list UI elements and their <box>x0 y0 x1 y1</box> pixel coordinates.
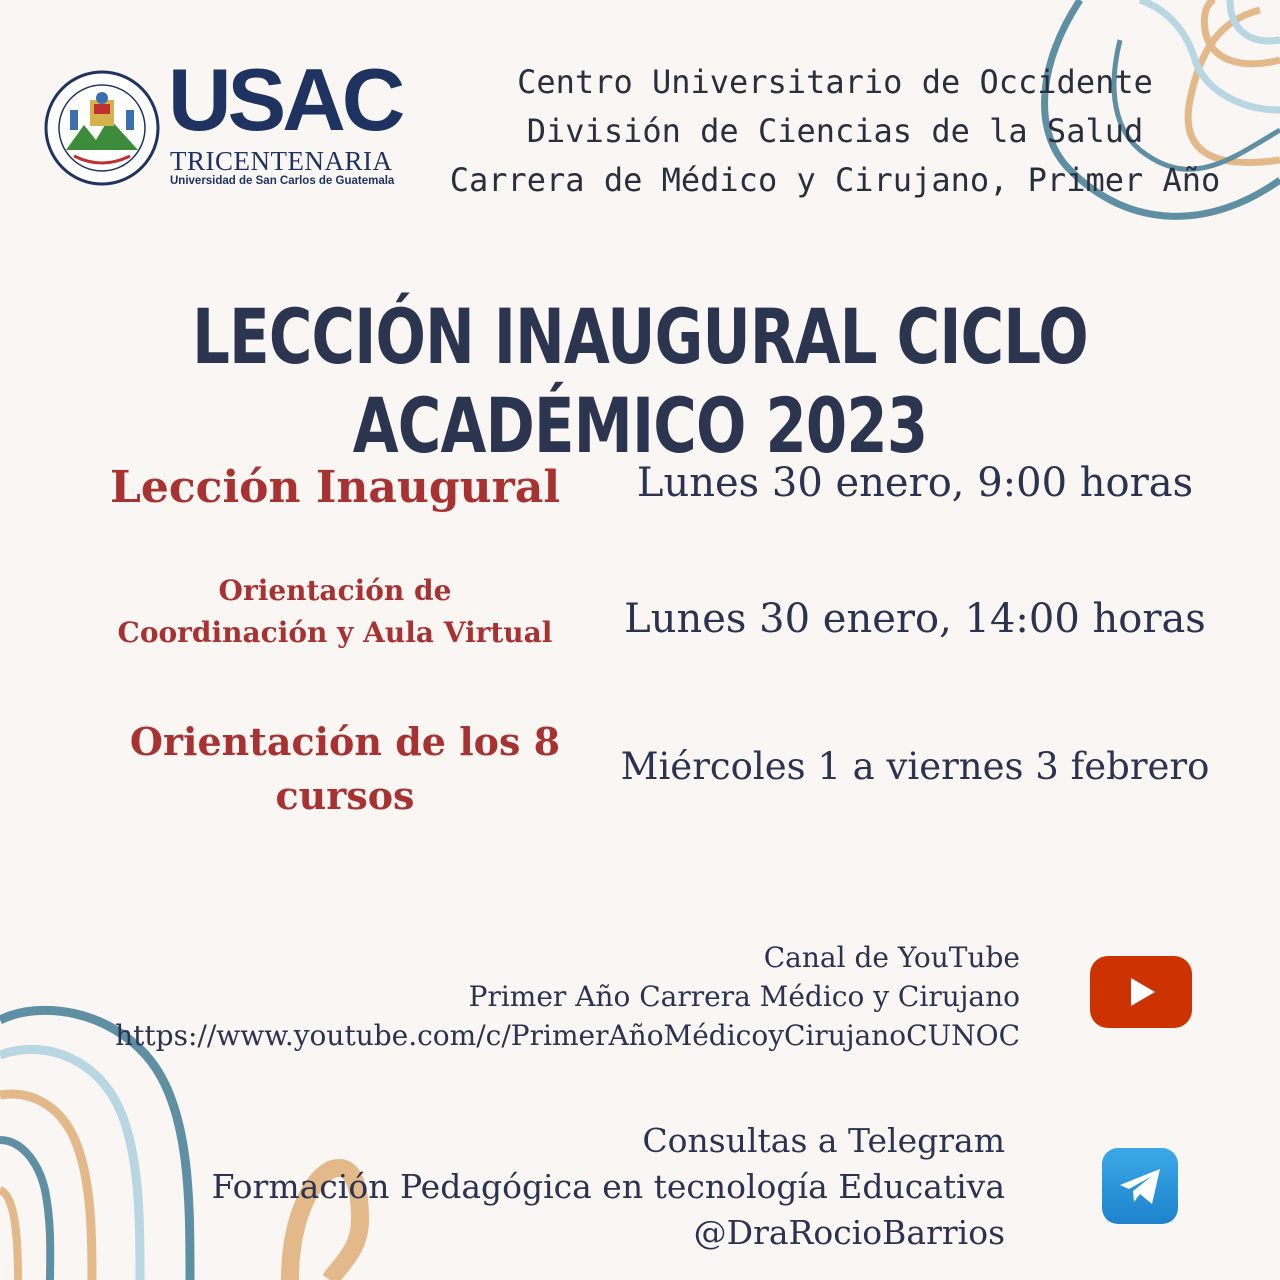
youtube-icon[interactable] <box>1090 956 1192 1028</box>
play-icon <box>1123 974 1159 1010</box>
usac-tagline: TRICENTENARIA <box>170 146 393 176</box>
telegram-channel-name: Formación Pedagógica en tecnología Educativa <box>211 1167 1005 1206</box>
header-line-1: Centro Universitario de Occidente <box>517 63 1153 101</box>
youtube-channel-name: Primer Año Carrera Médico y Cirujano <box>468 980 1020 1013</box>
page-title: LECCIÓN INAUGURAL CICLO ACADÉMICO 2023 <box>192 292 1088 470</box>
usac-subtitle: Universidad de San Carlos de Guatemala <box>170 175 395 187</box>
header-line-2: División de Ciencias de la Salud <box>526 112 1144 150</box>
event-name-3-line-1: Orientación de los 8 <box>129 719 561 764</box>
event-when-3: Miércoles 1 a viernes 3 febrero <box>620 745 1210 788</box>
telegram-label: Consultas a Telegram <box>642 1121 1005 1160</box>
header-line-3: Carrera de Médico y Cirujano, Primer Año <box>449 161 1221 199</box>
telegram-info <box>212 1118 1005 1256</box>
event-name-2-line-1: Orientación de <box>218 574 452 607</box>
header-text <box>440 58 1230 205</box>
usac-seal-icon <box>44 70 160 186</box>
usac-wordmark: USAC <box>168 50 402 149</box>
telegram-handle-link[interactable]: @DraRocioBarrios <box>693 1213 1005 1252</box>
paper-plane-icon <box>1114 1160 1166 1212</box>
event-name-1: Lección Inaugural <box>109 462 561 513</box>
event-when-1: Lunes 30 enero, 9:00 horas <box>636 460 1194 506</box>
youtube-info <box>115 938 1020 1055</box>
event-name-2-line-2: Coordinación y Aula Virtual <box>117 616 553 649</box>
event-name-2 <box>100 570 570 654</box>
event-when-2: Lunes 30 enero, 14:00 horas <box>624 596 1206 642</box>
youtube-label: Canal de YouTube <box>763 941 1020 974</box>
youtube-url-link[interactable]: https://www.youtube.com/c/PrimerAñoMédicoyCirujanoCUNOC <box>115 1019 1020 1052</box>
event-name-3-line-2: cursos <box>275 773 415 818</box>
telegram-icon[interactable] <box>1102 1148 1178 1224</box>
event-name-3 <box>115 715 575 823</box>
